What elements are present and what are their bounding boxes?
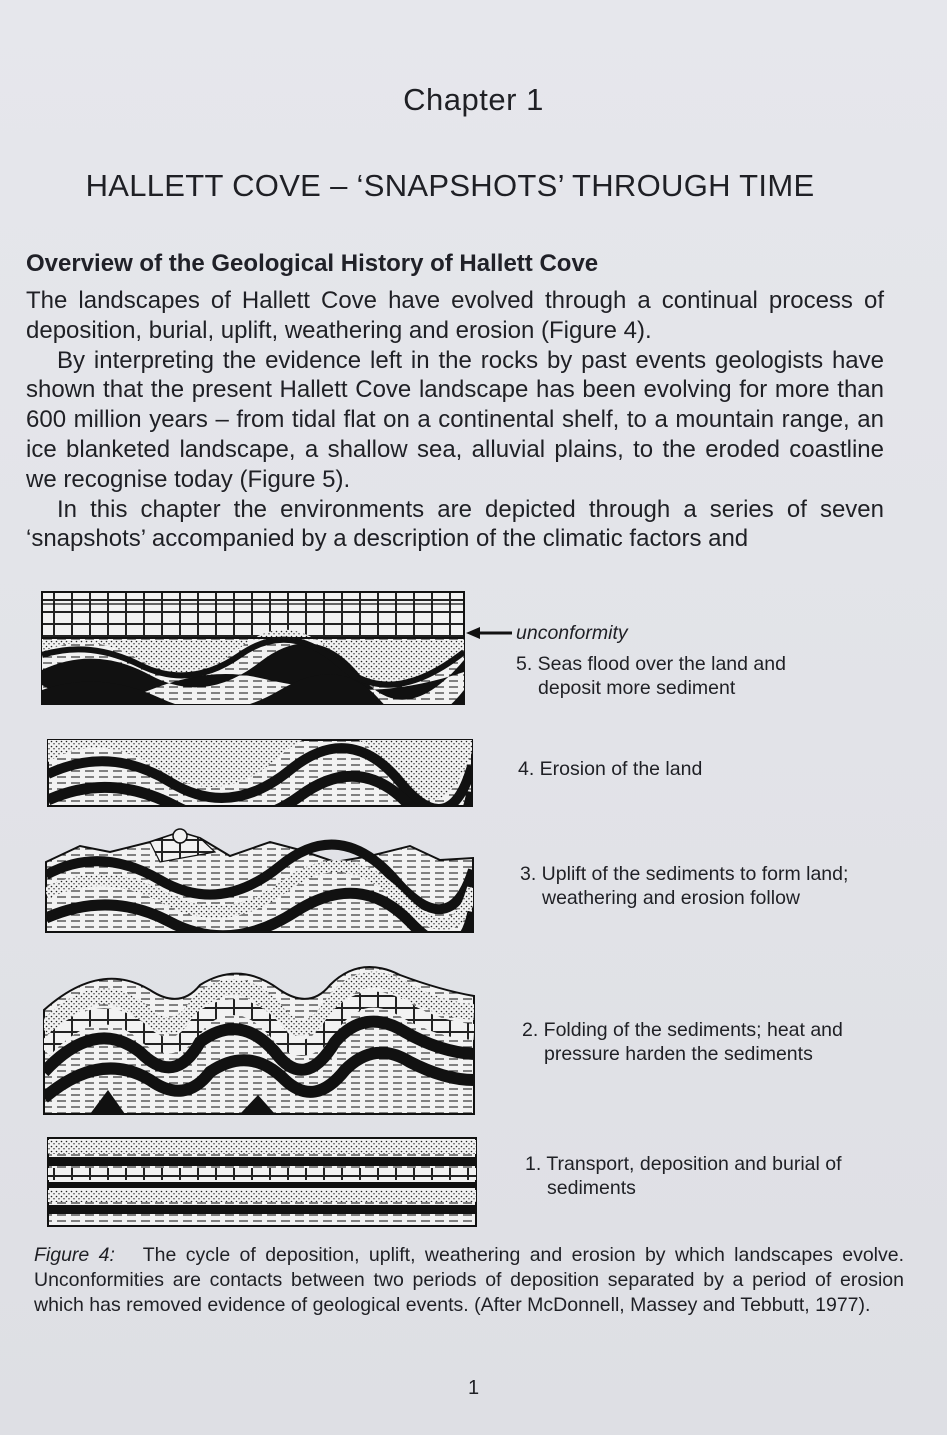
stage-4-diagram: [48, 732, 472, 830]
paragraph-1: The landscapes of Hallett Cove have evolved through a continual process of deposition, burial, uplift, weathering and erosion (Figure 4).: [26, 287, 884, 344]
paragraph-3: In this chapter the environments are depicted through a series of seven ‘snapshots’ accompanied by a description of the climatic factors and: [26, 495, 884, 553]
chapter-title: HALLETT COVE – ‘SNAPSHOTS’ THROUGH TIME: [85, 168, 815, 203]
paragraph-2: By interpreting the evidence left in the rocks by past events geologists have shown that the present Hallett Cove landscape has been evolving for more than 600 million years – from tidal flat on a continental shelf, to a mountain range, an ice blanketed landscape, a shallow sea, alluvial plains, to the eroded coastline we recognise today (Figure 5).: [26, 346, 884, 493]
stage-3-caption: 3. Uplift of the sediments to form land; weathering and erosion follow: [520, 863, 849, 909]
stage-4-caption: 4. Erosion of the land: [518, 758, 703, 780]
stage-5-caption: 5. Seas flood over the land and deposit more sediment: [516, 653, 786, 699]
section-heading: Overview of the Geological History of Hallett Cove: [26, 250, 599, 277]
unconformity-label: unconformity: [516, 622, 628, 644]
stage-3-diagram: [46, 829, 473, 946]
stage-1-caption: 1. Transport, deposition and burial of sediments: [525, 1153, 842, 1199]
stage-5-diagram: [42, 592, 464, 721]
figure-caption-text: The cycle of deposition, uplift, weathering and erosion by which landscapes evolve. Unconformities are contacts between two periods of deposition separated by a period of erosion which has removed evidence of geological events. (After McDonnell, Massey and Tebbutt, 1977).: [34, 1244, 905, 1316]
chapter-label: Chapter 1: [403, 82, 544, 117]
figure-caption-label: Figure 4:: [34, 1244, 115, 1266]
unconformity-arrow: [466, 627, 512, 639]
figure-caption: [34, 1243, 904, 1318]
stage-2-diagram: [44, 967, 474, 1114]
stage-1-diagram: [48, 1138, 476, 1226]
page-number: 1: [467, 1377, 480, 1399]
stage-2-caption: 2. Folding of the sediments; heat and pressure harden the sediments: [522, 1019, 843, 1065]
